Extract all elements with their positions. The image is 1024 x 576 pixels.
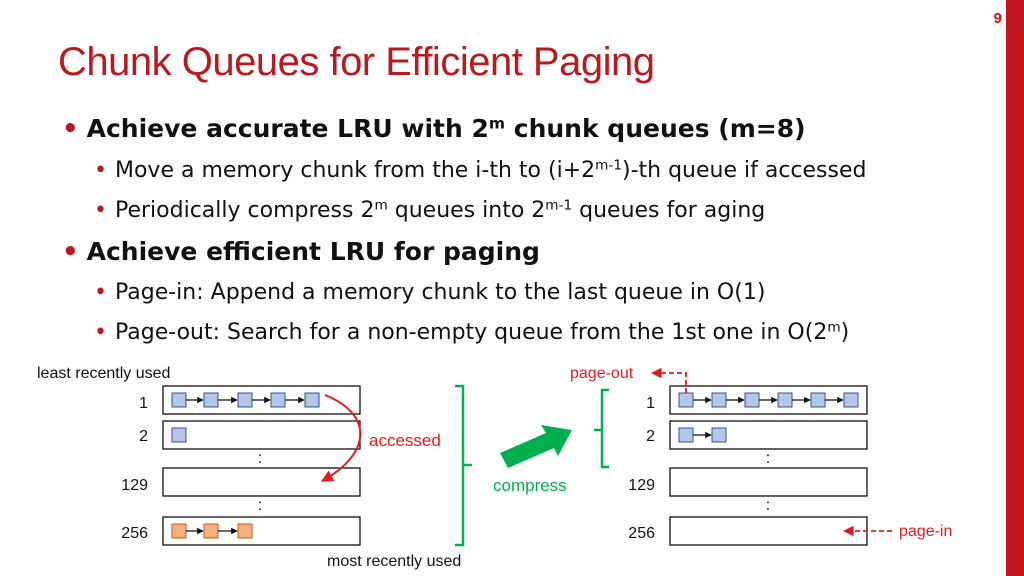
left-bracket: [455, 386, 472, 545]
right-queue-label-2: 2: [646, 428, 655, 445]
right-queue-129: [670, 468, 867, 496]
left-queue-label-1: 1: [139, 395, 148, 412]
page-number: 9: [993, 10, 1002, 27]
right-queue-label-129: 129: [628, 477, 655, 494]
right-queue-256: [670, 517, 867, 545]
bullet-move-chunk: • Move a memory chunk from the i-th to $(i+2^{m-1})-th$ queue if accessed: [94, 157, 867, 183]
bullet-marker: •: [94, 280, 107, 305]
most-recently-used-label: most recently used: [327, 553, 462, 570]
left-queue-label-129: 129: [121, 477, 148, 494]
slide-title: Chunk Queues for Efficient Paging: [58, 40, 655, 84]
left-ellipsis-lower: :: [257, 497, 263, 514]
right-bracket: [594, 390, 609, 467]
chunk: [305, 393, 319, 407]
right-ellipsis-lower: :: [765, 497, 771, 514]
left-queue-label-2: 2: [139, 428, 148, 445]
chunk: [745, 393, 759, 407]
chunk: [712, 428, 726, 442]
page-out-label: page-out: [570, 365, 634, 382]
chunk: [172, 428, 186, 442]
page-in-label: page-in: [899, 523, 953, 540]
bullet-compress: • Periodically compress 2$^m$ queues into 2$^{m-1}$ queues for aging: [94, 197, 766, 223]
chunk: [204, 524, 218, 538]
chunk: [172, 524, 186, 538]
chunk: [778, 393, 792, 407]
chunk: [271, 393, 285, 407]
chunk: [679, 428, 693, 442]
chunk: [238, 393, 252, 407]
bullet-marker: •: [62, 237, 79, 267]
bullet-marker: •: [94, 320, 107, 345]
left-queue-129: [163, 468, 360, 496]
chunk: [204, 393, 218, 407]
compress-arrow: [500, 425, 572, 468]
compress-label: compress: [493, 476, 567, 495]
chunk: [679, 393, 693, 407]
bullet-accurate-lru: • Achieve accurate LRU with 2$^m$ chunk queues (m=8): [62, 114, 806, 144]
right-ellipsis-upper: :: [765, 450, 771, 467]
bullet-page-out: • Page-out: Search for a non-empty queue from the 1st one in O(2$^m$): [94, 319, 850, 345]
left-ellipsis-upper: :: [257, 450, 263, 467]
bullet-marker: •: [94, 158, 107, 183]
bullet-marker: •: [94, 198, 107, 223]
bullet-marker: •: [62, 114, 79, 144]
bullet-efficient-lru: • Achieve efficient LRU for paging: [62, 237, 540, 267]
chunk: [811, 393, 825, 407]
right-queue-label-256: 256: [628, 525, 655, 542]
left-queue-2: [163, 421, 360, 449]
chunk: [238, 524, 252, 538]
bullet-page-in: • Page-in: Append a memory chunk to the last queue in O(1): [94, 280, 766, 305]
right-queue-label-1: 1: [646, 395, 655, 412]
chunk: [844, 393, 858, 407]
least-recently-used-label: least recently used: [37, 365, 171, 382]
chunk: [712, 393, 726, 407]
left-queue-label-256: 256: [121, 525, 148, 542]
accessed-label: accessed: [369, 431, 441, 450]
chunk: [172, 393, 186, 407]
